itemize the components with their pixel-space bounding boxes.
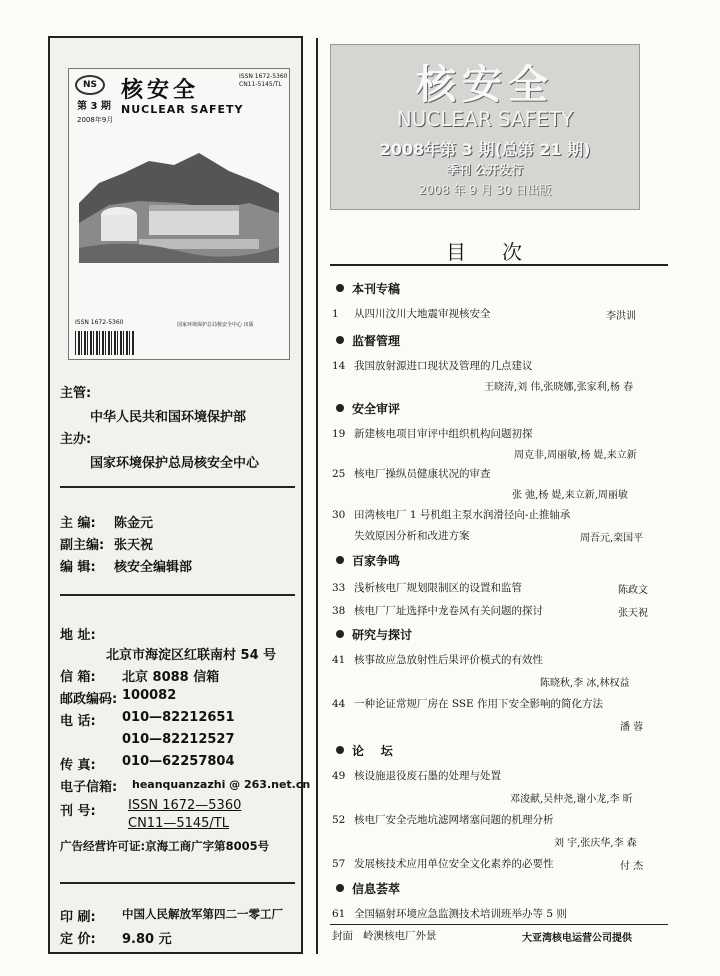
article-author: 王晓涛,刘 伟,张晓娜,张家利,杨 春 [484,382,634,393]
printer-label: 印 刷: [60,910,96,925]
article-title-continued: 失效原因分析和改进方案 [354,530,470,542]
section-title: 安全审评 [352,402,401,416]
section-title: 百家争鸣 [352,554,401,568]
section-heading [336,626,412,643]
editor-label: 主 编: [60,516,96,531]
sponsor-value: 中华人民共和国环境保护部 [90,410,247,425]
masthead-info-panel [48,36,311,954]
barcode-image [75,331,135,355]
article-author: 陈政文 [618,585,648,596]
bullet-icon [336,884,344,892]
organizer-label: 主办: [60,432,92,447]
section-heading [336,332,400,349]
article-author: 潘 蓉 [620,722,644,733]
page-number: 41 [332,654,346,666]
toc-divider [330,264,668,266]
page-number: 61 [332,908,346,920]
page-number: 19 [332,428,346,440]
toc-heading: 目次 [446,240,558,264]
issn-label: 刊 号: [60,804,96,819]
printer-value: 中国人民解放军第四二一零工厂 [122,907,283,921]
section-title: 本刊专稿 [352,282,401,296]
article-title: 田湾核电厂 1 号机组主泵水润滑径向-止推轴承 [354,509,571,521]
zip-value: 100082 [122,688,177,703]
barcode-issn: ISSN 1672-5360 [75,319,124,326]
article-author: 刘 宇,张庆华,李 森 [554,838,637,849]
article-title: 核电厂安全壳地坑滤网堵塞问题的机理分析 [354,814,554,826]
page-number: 25 [332,468,346,480]
section-title: 论 坛 [352,744,393,758]
tel-value-2: 010—82212527 [122,732,235,747]
toc-entry[interactable] [332,358,662,373]
section-title: 研究与探讨 [352,628,413,642]
toc-entry[interactable] [332,812,662,827]
section-heading [336,742,393,759]
organizer-value: 国家环境保护总局核安全中心 [90,456,260,471]
address-label: 地 址: [60,628,96,643]
section-heading [336,280,400,297]
thumb-cn: CN11-5145/TL [239,81,282,88]
cover-credit: 大亚湾核电运营公司提供 [522,933,632,944]
mailbox-value: 北京 8088 信箱 [122,670,220,685]
divider [60,882,295,884]
price-value: 9.80 元 [122,932,172,947]
bullet-icon [336,630,344,638]
bullet-icon [336,284,344,292]
tel-label: 电 话: [60,714,96,729]
cn-value: CN11—5145/TL [128,816,229,831]
page-number: 33 [332,582,346,594]
thumb-issn: ISSN 1672-5360 [239,73,288,80]
article-author: 张 弛,杨 媞,来立新,周丽敏 [512,490,628,501]
toc-entry[interactable] [332,603,662,618]
article-title: 一种论证常规厂房在 SSE 作用下安全影响的简化方法 [354,698,604,710]
cover-caption [332,928,437,943]
editor-value: 陈金元 [114,516,154,531]
article-title: 浅析核电厂规划限制区的设置和监管 [354,582,522,594]
toc-entry[interactable] [332,580,662,595]
page-number: 38 [332,605,346,617]
issue-number: 2008年第 3 期(总第 21 期) [379,140,591,159]
page-number: 1 [332,308,339,320]
toc-entry[interactable] [332,507,662,522]
section-title: 信息荟萃 [352,882,401,896]
ns-logo: NS [75,75,105,95]
nuclear-plant-photo [79,143,279,263]
article-title: 新建核电项目审评中组织机构问题初探 [354,428,533,440]
bullet-icon [336,336,344,344]
article-title: 从四川汶川大地震审视核安全 [354,308,491,320]
thumb-issn-block [239,73,288,89]
column-divider [316,38,318,954]
zip-label: 邮政编码: [60,692,118,707]
sponsor-label: 主管: [60,386,92,401]
thumb-en-title: NUCLEAR SAFETY [121,103,244,116]
article-title: 核设施退役废石墨的处理与处置 [354,770,501,782]
masthead-box [330,44,640,210]
dept-value: 核安全编辑部 [114,560,193,575]
issn-value: ISSN 1672—5360 [128,798,242,813]
fax-value: 010—62257804 [122,754,235,769]
article-title: 核电厂厂址选择中龙卷风有关问题的探讨 [354,605,543,617]
divider [60,594,295,596]
mailbox-label: 信 箱: [60,670,96,685]
page-number: 14 [332,360,346,372]
page-number: 44 [332,698,346,710]
toc-entry[interactable] [332,768,662,783]
section-title: 监督管理 [352,334,401,348]
journal-title: 核安全 [416,61,554,108]
thumb-issue: 第 3 期 [77,101,111,112]
article-author: 付 杰 [620,861,644,872]
page-number: 49 [332,770,346,782]
thumb-publisher: 国家环境保护总局核安全中心 出版 [177,322,254,328]
section-heading [336,880,400,897]
page-number: 30 [332,509,346,521]
section-heading [336,400,400,417]
section-heading [336,552,400,569]
vice-editor-value: 张天祝 [114,538,154,553]
article-author: 陈晓秋,李 冰,林权益 [540,678,630,689]
fax-label: 传 真: [60,758,96,773]
vice-editor-label: 副主编: [60,538,105,553]
article-author: 李洪训 [606,311,636,322]
ad-license: 广告经营许可证:京海工商广字第8005号 [60,839,270,853]
article-title: 核事故应急放射性后果评价模式的有效性 [354,654,543,666]
toc-entry[interactable] [332,696,662,711]
bullet-icon [336,746,344,754]
divider [60,486,295,488]
cover-label: 封面 [332,930,353,942]
toc-entry[interactable] [332,426,662,441]
article-title: 我国放射源进口现状及管理的几点建议 [354,360,533,372]
toc-bottom-divider [330,924,668,925]
address-value: 北京市海淀区红联南村 54 号 [106,648,277,663]
bullet-icon [336,556,344,564]
cover-thumbnail [68,68,290,360]
article-author: 周吾元,栾国平 [580,533,644,544]
email-label: 电子信箱: [60,780,118,795]
toc-entry[interactable] [332,652,662,667]
article-author: 张天祝 [618,608,648,619]
price-label: 定 价: [60,932,96,947]
article-author: 邓浚献,吴仲尧,谢小龙,李 昕 [510,794,633,805]
article-title: 全国辐射环境应急监测技术培训班举办等 5 则 [354,908,567,920]
toc-entry[interactable] [332,906,662,921]
thumb-title: 核安全 [121,77,200,103]
dept-label: 编 辑: [60,560,96,575]
page-number: 52 [332,814,346,826]
cover-title: 岭澳核电厂外景 [363,930,437,942]
bullet-icon [336,404,344,412]
article-title: 核电厂操纵员健康状况的审查 [354,468,491,480]
article-title: 发展核技术应用单位安全文化素养的必要性 [354,858,554,870]
publication-date: 2008 年 9 月 30 日出版 [418,183,552,197]
page-number: 57 [332,858,346,870]
toc-entry[interactable] [332,466,662,481]
publication-frequency: 季刊 公开发行 [446,163,524,177]
tel-value-1: 010—82212651 [122,710,235,725]
toc-entry[interactable] [332,856,662,871]
thumb-date: 2008年9月 [77,116,114,124]
email-value: heanquanzazhi @ 263.net.cn [132,778,311,791]
article-author: 周克非,周丽敏,杨 媞,来立新 [514,450,637,461]
journal-en-title: NUCLEAR SAFETY [396,107,574,131]
